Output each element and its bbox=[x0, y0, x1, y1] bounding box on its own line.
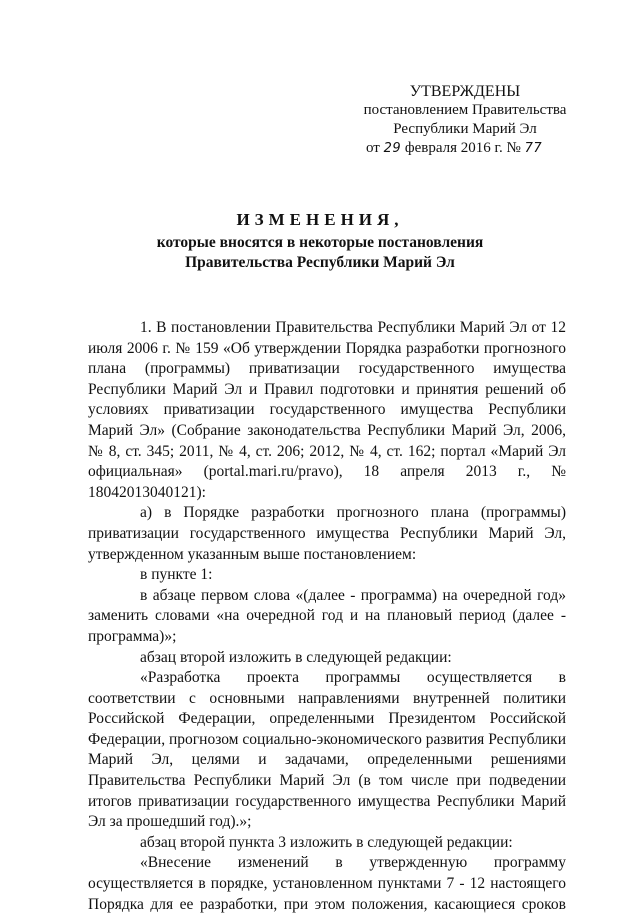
paragraph-5: абзац второй изложить в следующей редакции: bbox=[140, 648, 452, 666]
subtitle-line-2: Правительства Республики Марий Эл bbox=[185, 254, 455, 271]
approval-stamp bbox=[360, 82, 570, 158]
paragraph-4: в абзаце первом слова «(далее - программа) на очередной год» заменить словами «на очередной год и на плановый период (далее - программа)»; bbox=[88, 586, 566, 645]
date-rest: февраля 2016 г. № bbox=[404, 140, 521, 156]
approval-line-2: постановлением Правительства bbox=[363, 102, 567, 118]
approval-line-3: Республики Марий Эл bbox=[393, 121, 537, 137]
paragraph-7: абзац второй пункта 3 изложить в следующей редакции: bbox=[140, 833, 513, 851]
approval-title: УТВЕРЖДЕНЫ bbox=[409, 83, 521, 100]
paragraph-3: в пункте 1: bbox=[140, 566, 213, 584]
subtitle-line-1: которые вносятся в некоторые постановления bbox=[156, 234, 484, 251]
paragraph-6: «Разработка проекта программы осуществляется в соответствии с основными направлениями внутренней политики Российской Федерации, определенными Президентом Российской Федерации, прогнозом социально-экономического развития Республики Марий Эл, целями и задачами, определенными решениями Правительства Республики Марий Эл (в том числе при подведении итогов приватизации государственного имущества Республики Марий Эл за прошедший год).»; bbox=[88, 669, 566, 831]
document-subtitle bbox=[0, 233, 640, 273]
approval-date-line bbox=[360, 139, 570, 158]
document-body bbox=[88, 318, 566, 915]
paragraph-8: «Внесение изменений в утвержденную программу осуществляется в порядке, установленном пунктами 7 - 12 настоящего Порядка для ее разработки, при этом положения, касающиеся сроков bbox=[88, 854, 566, 913]
document-number: 77 bbox=[524, 141, 543, 156]
document-title: ИЗМЕНЕНИЯ, bbox=[236, 210, 404, 229]
date-prefix: от bbox=[366, 140, 380, 156]
paragraph-2: а) в Порядке разработки прогнозного плана (программы) приватизации государственного имущества Республики Марий Эл, утвержденном указанным выше постановлением: bbox=[88, 504, 566, 563]
paragraph-1: 1. В постановлении Правительства Республики Марий Эл от 12 июля 2006 г. № 159 «Об утверждении Порядка разработки прогнозного плана (программы) приватизации государственного имущества Республики Марий Эл и Правил подготовки и принятия решений об условиях приватизации государственного имущества Республики Марий Эл» (Собрание законодательства Республики Марий Эл, 2006, № 8, ст. 345; 2011, № 4, ст. 206; 2012, № 4, ст. 162; портал «Марий Эл официальная» (portal.mari.ru/pravo), 18 апреля 2013 г., № 18042013040121): bbox=[88, 319, 566, 501]
date-day: 29 bbox=[383, 141, 402, 156]
